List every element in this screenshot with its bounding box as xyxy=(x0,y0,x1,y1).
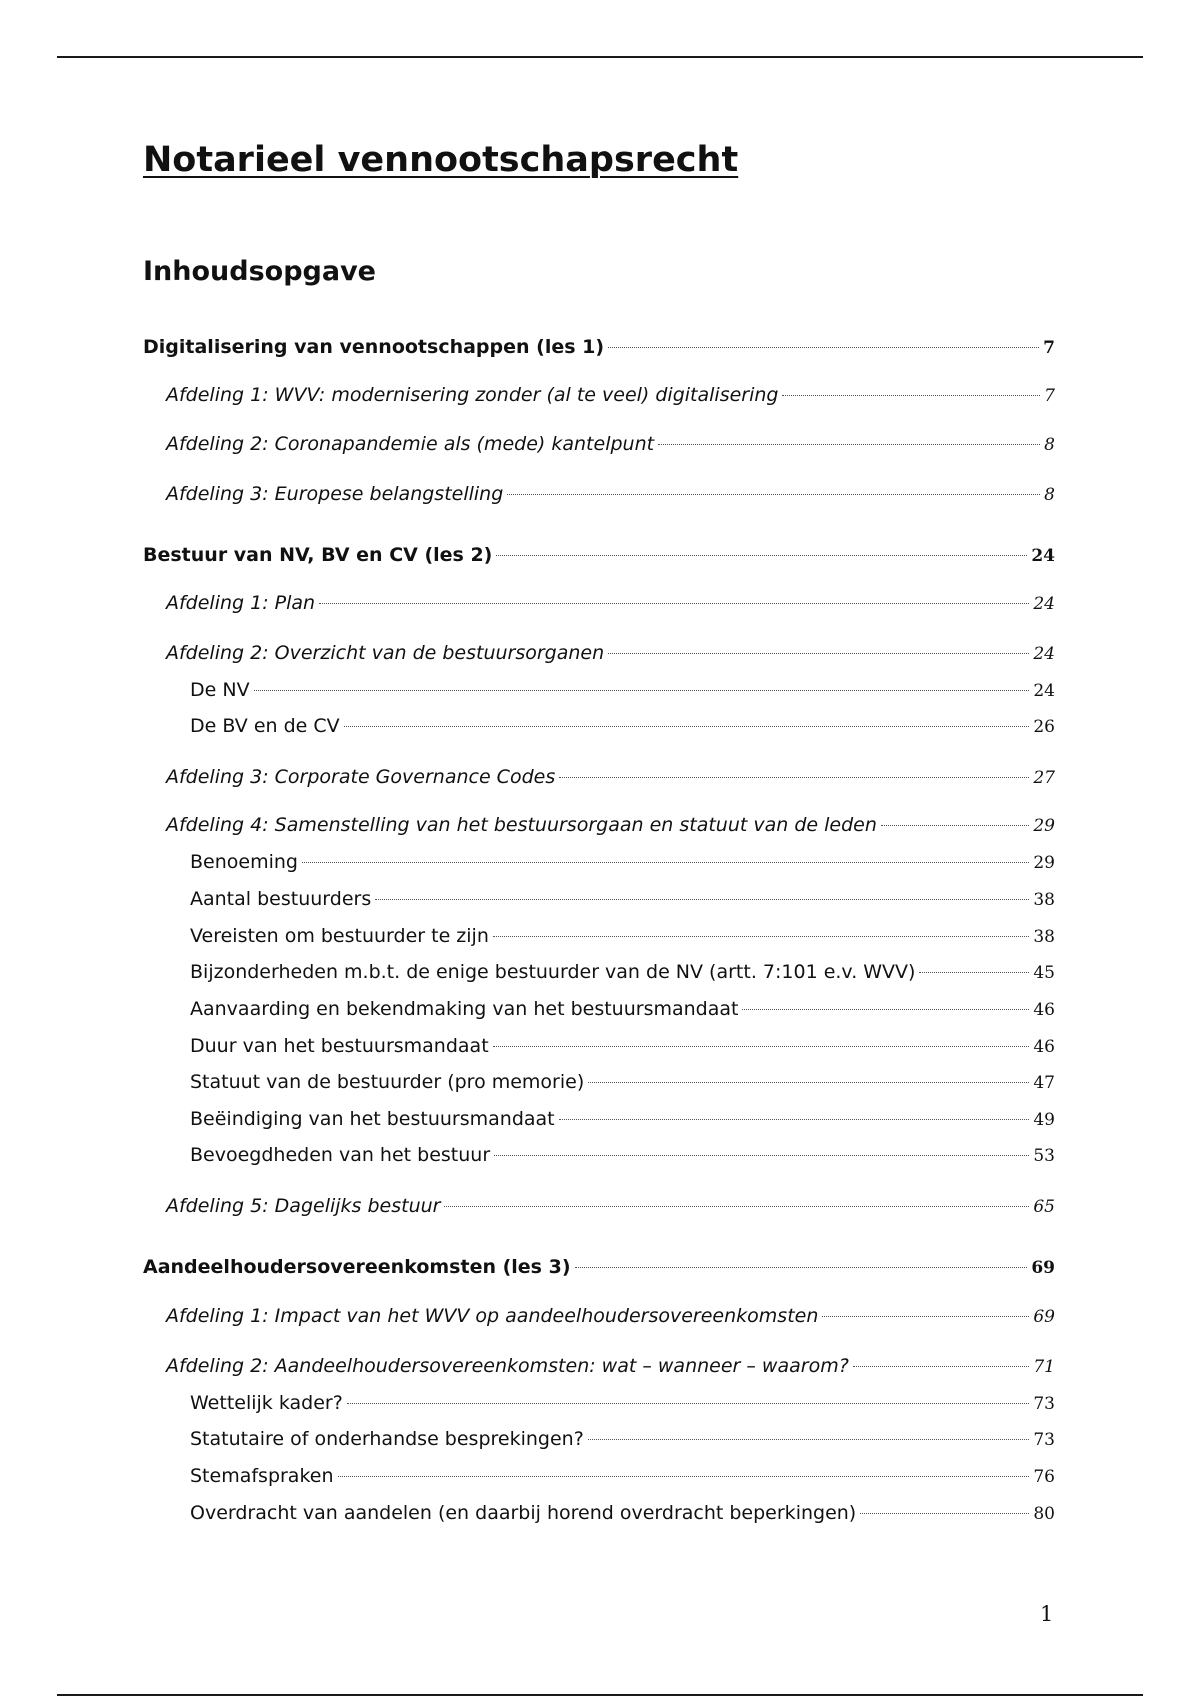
toc-chapter[interactable] xyxy=(143,1254,1055,1280)
dot-leader xyxy=(608,653,1029,654)
dot-leader xyxy=(375,899,1029,900)
toc-entry-label: Afdeling 1: Plan xyxy=(166,592,316,614)
document-title: Notarieel vennootschapsrecht xyxy=(143,140,739,180)
toc-subsection[interactable] xyxy=(190,1390,1055,1416)
toc-subsection[interactable] xyxy=(190,713,1055,739)
dot-leader xyxy=(338,1476,1030,1477)
toc-entry-label: Bijzonderheden m.b.t. de enige bestuurder van de NV (artt. 7:101 e.v. WVV) xyxy=(190,961,916,983)
toc-subsection[interactable] xyxy=(190,886,1055,912)
toc-entry-label: Aantal bestuurders xyxy=(190,888,372,910)
dot-leader xyxy=(507,494,1040,495)
toc-entry-label: De BV en de CV xyxy=(190,715,340,737)
toc-subsection[interactable] xyxy=(190,959,1055,985)
toc-entry-page: 46 xyxy=(1033,1000,1055,1020)
dot-leader xyxy=(588,1082,1029,1083)
dot-leader xyxy=(782,395,1040,396)
dot-leader xyxy=(302,862,1029,863)
toc-entry-page: 24 xyxy=(1033,644,1055,664)
toc-entry-label: Afdeling 3: Corporate Governance Codes xyxy=(166,766,556,788)
top-rule xyxy=(57,56,1143,58)
toc-entry-label: Afdeling 3: Europese belangstelling xyxy=(166,483,504,505)
toc-entry-page: 8 xyxy=(1044,435,1055,455)
toc-subsection[interactable] xyxy=(190,1033,1055,1059)
toc-chapter[interactable] xyxy=(143,542,1055,568)
dot-leader xyxy=(559,777,1029,778)
dot-leader xyxy=(575,1267,1028,1268)
toc-entry-page: 65 xyxy=(1033,1197,1055,1217)
toc-subsection[interactable] xyxy=(190,923,1055,949)
toc-entry-label: De NV xyxy=(190,679,250,701)
toc-entry-label: Afdeling 1: WVV: modernisering zonder (al te veel) digitalisering xyxy=(166,384,779,406)
toc-section[interactable] xyxy=(166,640,1055,666)
toc-entry-page: 80 xyxy=(1033,1504,1055,1524)
toc-entry-page: 73 xyxy=(1033,1394,1055,1414)
dot-leader xyxy=(919,972,1029,973)
toc-section[interactable] xyxy=(166,1193,1055,1219)
toc-section[interactable] xyxy=(166,1353,1055,1379)
toc-subsection[interactable] xyxy=(190,996,1055,1022)
toc-entry-label: Digitalisering van vennootschappen (les 1) xyxy=(143,336,605,358)
toc-entry-page: 8 xyxy=(1044,485,1055,505)
toc-section[interactable] xyxy=(166,1303,1055,1329)
dot-leader xyxy=(344,726,1030,727)
toc-heading: Inhoudsopgave xyxy=(143,256,376,287)
toc-entry-label: Afdeling 5: Dagelijks bestuur xyxy=(166,1195,441,1217)
dot-leader xyxy=(742,1009,1029,1010)
dot-leader xyxy=(493,1046,1030,1047)
toc-entry-page: 46 xyxy=(1033,1037,1055,1057)
toc-entry-page: 69 xyxy=(1033,1307,1055,1327)
toc-subsection[interactable] xyxy=(190,1463,1055,1489)
toc-subsection[interactable] xyxy=(190,1069,1055,1095)
dot-leader xyxy=(494,1155,1029,1156)
toc-entry-label: Bevoegdheden van het bestuur xyxy=(190,1144,491,1166)
toc-entry-page: 47 xyxy=(1033,1073,1055,1093)
toc-entry-page: 26 xyxy=(1033,717,1055,737)
toc-entry-page: 38 xyxy=(1033,890,1055,910)
toc-entry-label: Afdeling 2: Overzicht van de bestuursorganen xyxy=(166,642,605,664)
dot-leader xyxy=(319,603,1029,604)
toc-subsection[interactable] xyxy=(190,1500,1055,1526)
dot-leader xyxy=(822,1316,1029,1317)
toc-entry-page: 71 xyxy=(1033,1357,1055,1377)
toc-entry-page: 29 xyxy=(1033,816,1055,836)
toc-entry-page: 24 xyxy=(1033,594,1055,614)
toc-entry-page: 7 xyxy=(1043,338,1055,358)
toc-section[interactable] xyxy=(166,764,1055,790)
toc-entry-page: 24 xyxy=(1033,681,1055,701)
toc-section[interactable] xyxy=(166,382,1055,408)
toc-chapter[interactable] xyxy=(143,334,1055,360)
toc-entry-label: Beëindiging van het bestuursmandaat xyxy=(190,1108,555,1130)
toc-subsection[interactable] xyxy=(190,677,1055,703)
toc-entry-page: 7 xyxy=(1044,386,1055,406)
bottom-rule xyxy=(57,1694,1143,1696)
toc-entry-page: 27 xyxy=(1033,768,1055,788)
toc-entry-page: 29 xyxy=(1033,853,1055,873)
dot-leader xyxy=(881,825,1029,826)
toc-entry-label: Aanvaarding en bekendmaking van het bestuursmandaat xyxy=(190,998,739,1020)
toc-entry-page: 45 xyxy=(1033,963,1055,983)
toc-entry-label: Wettelijk kader? xyxy=(190,1392,343,1414)
toc-subsection[interactable] xyxy=(190,1142,1055,1168)
toc-subsection[interactable] xyxy=(190,849,1055,875)
toc-entry-page: 38 xyxy=(1033,927,1055,947)
toc-entry-page: 53 xyxy=(1033,1146,1055,1166)
toc-entry-page: 24 xyxy=(1031,546,1055,566)
toc-entry-label: Afdeling 4: Samenstelling van het bestuursorgaan en statuut van de leden xyxy=(166,814,877,836)
toc-entry-page: 49 xyxy=(1033,1110,1055,1130)
toc-section[interactable] xyxy=(166,481,1055,507)
toc-entry-page: 76 xyxy=(1033,1467,1055,1487)
page-number: 1 xyxy=(1040,1602,1054,1626)
dot-leader xyxy=(254,690,1030,691)
dot-leader xyxy=(853,1366,1030,1367)
dot-leader xyxy=(559,1119,1030,1120)
toc-entry-page: 69 xyxy=(1031,1258,1055,1278)
toc-entry-page: 73 xyxy=(1033,1430,1055,1450)
toc-subsection[interactable] xyxy=(190,1106,1055,1132)
toc-subsection[interactable] xyxy=(190,1426,1055,1452)
toc-entry-label: Overdracht van aandelen (en daarbij horend overdracht beperkingen) xyxy=(190,1502,857,1524)
dot-leader xyxy=(860,1513,1029,1514)
toc-entry-label: Duur van het bestuursmandaat xyxy=(190,1035,489,1057)
toc-entry-label: Bestuur van NV, BV en CV (les 2) xyxy=(143,544,493,566)
toc-section[interactable] xyxy=(166,812,1055,838)
toc-entry-label: Statuut van de bestuurder (pro memorie) xyxy=(190,1071,585,1093)
toc-entry-label: Benoeming xyxy=(190,851,298,873)
dot-leader xyxy=(444,1206,1029,1207)
toc-section[interactable] xyxy=(166,431,1055,457)
toc-entry-label: Afdeling 2: Aandeelhoudersovereenkomsten: wat – wanneer – waarom? xyxy=(166,1355,849,1377)
toc-entry-label: Statutaire of onderhandse besprekingen? xyxy=(190,1428,584,1450)
dot-leader xyxy=(496,555,1027,556)
dot-leader xyxy=(347,1403,1030,1404)
toc-entry-label: Afdeling 2: Coronapandemie als (mede) kantelpunt xyxy=(166,433,655,455)
dot-leader xyxy=(608,347,1039,348)
toc-entry-label: Stemafspraken xyxy=(190,1465,334,1487)
dot-leader xyxy=(493,936,1029,937)
toc-section[interactable] xyxy=(166,590,1055,616)
toc-entry-label: Aandeelhoudersovereenkomsten (les 3) xyxy=(143,1256,571,1278)
dot-leader xyxy=(658,444,1040,445)
dot-leader xyxy=(588,1439,1030,1440)
toc-entry-label: Vereisten om bestuurder te zijn xyxy=(190,925,489,947)
toc-entry-label: Afdeling 1: Impact van het WVV op aandeelhoudersovereenkomsten xyxy=(166,1305,819,1327)
